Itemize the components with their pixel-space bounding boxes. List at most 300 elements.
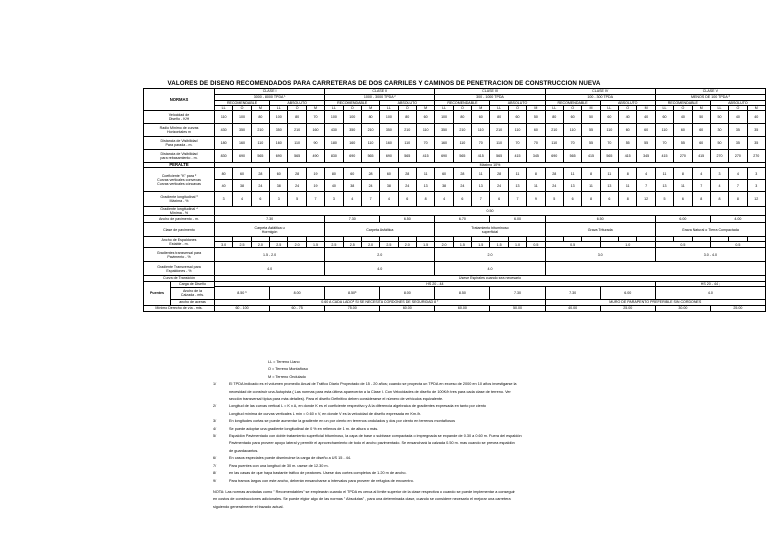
footnote-text: Para puentes con una longitud de 30 m. usese de 12.30 m. [229, 463, 329, 468]
value-cell: 110 [545, 137, 563, 150]
convex-value: 28 [288, 168, 306, 180]
final-note [213, 489, 768, 511]
footnote-text: en las casas de que haya bastante tráfico de peatones. Usese dos cortes completos de 1.20 m de ancho. [229, 471, 407, 476]
shoulder-width-value: 1.5 [306, 242, 324, 248]
pavement-class-value: Carpeta Asfáltica [325, 223, 435, 237]
acera-label: ancho de aceras [179, 300, 206, 305]
value-cell: 70 [563, 137, 581, 150]
terrain-code: M [361, 106, 379, 111]
table-row [144, 305, 766, 311]
value-cell: 210 [545, 124, 563, 137]
footnote-text: Se puede adoptar una gradiente longitudinal de 0 % en rellenos de 1 m. de altura o más. [229, 426, 379, 431]
value-cell: 690 [435, 150, 453, 163]
right-of-way-value: 40.00 [545, 305, 600, 311]
class-header: CLASE IV [545, 89, 655, 95]
concave-value: 24 [361, 180, 379, 192]
value-cell: 60 [637, 124, 655, 137]
footnote-marker: 5/ [213, 434, 217, 439]
convex-value: 28 [361, 168, 379, 180]
value-cell: 60 [527, 124, 545, 137]
footnotes [213, 359, 768, 511]
right-of-way-value: 25.00 [710, 305, 765, 311]
value-cell: 565 [600, 150, 618, 163]
value-cell: 830 [325, 150, 343, 163]
gradient-max-value: 5 [655, 192, 673, 207]
value-cell: 110 [416, 124, 434, 137]
convex-value: 60 [270, 168, 288, 180]
concave-value: 24 [453, 180, 471, 192]
value-cell: 80 [361, 111, 379, 124]
tpda-header: 300 - 1000 TPDA [435, 95, 545, 101]
value-cell: 60 [600, 111, 618, 124]
value-cell: 160 [380, 137, 398, 150]
terrain-code: LL [435, 106, 453, 111]
terrain-code: LL [655, 106, 673, 111]
value-cell: 565 [361, 150, 379, 163]
footnote-marker [213, 411, 229, 418]
concave-value: 40 [325, 180, 343, 192]
value-cell: 690 [343, 150, 361, 163]
value-cell: 80 [398, 111, 416, 124]
pavement-width-value: 6.70 [435, 216, 490, 223]
shoulder-width-value: 2.5 [270, 242, 288, 248]
gradient-max-value: 8 [729, 192, 747, 207]
gradient-max-value: 6 [251, 192, 269, 207]
value-cell: 40 [619, 111, 637, 124]
value-cell: 210 [490, 124, 508, 137]
terrain-code: LL [215, 106, 233, 111]
gradient-min-value: 0.50 [215, 207, 766, 216]
row-label: Distancia de Visibilidad Para parada - m. [144, 137, 215, 150]
footnote [213, 396, 768, 403]
terrain-code: M [582, 106, 600, 111]
gradient-max-value: 4 [233, 192, 251, 207]
convex-value: 80 [325, 168, 343, 180]
pavement-class-value: Grava Natural o Tierra Compactada [655, 223, 765, 237]
gradient-max-value: 5 [545, 192, 563, 207]
value-cell: 50 [692, 111, 710, 124]
concave-value: 4 [710, 180, 728, 192]
convex-value: 4 [729, 168, 747, 180]
pavement-slope-label: Gradientes transversal para Pavimento - % [144, 248, 215, 262]
value-cell: 690 [380, 150, 398, 163]
value-cell: 415 [508, 150, 526, 163]
value-cell: 690 [270, 150, 288, 163]
convex-value: 3 [710, 168, 728, 180]
tpda-header: 1000 - 3000 TPDA ² [325, 95, 435, 101]
value-cell: 345 [637, 150, 655, 163]
gradient-max-value: 6 [453, 192, 471, 207]
convex-value: 80 [215, 168, 233, 180]
value-cell: 60 [692, 137, 710, 150]
value-cell: 100 [270, 111, 288, 124]
value-cell: 350 [380, 124, 398, 137]
terrain-code: M [472, 106, 490, 111]
empty-cell [545, 262, 765, 276]
class-header: CLASE III [435, 89, 545, 95]
value-cell: 110 [453, 137, 471, 150]
class-header: CLASE II [325, 89, 435, 95]
roadway-width-value: 8.50⁶ [325, 287, 380, 299]
footnote-marker [213, 440, 229, 447]
concave-value: 19 [306, 180, 324, 192]
footnote-text: necesidad de construir una Autopista ( Las normas para esta última aparecerán a la Clase I. Con Velocidades de diseño de 100K/h tres para cada clase de terreno. Ver [229, 389, 511, 394]
roadway-width-value: 8.00 [380, 287, 435, 299]
table-row [144, 101, 766, 106]
convex-value: 28 [545, 168, 563, 180]
footnote [213, 381, 768, 388]
convex-value: 11 [416, 168, 434, 180]
value-cell: 430 [215, 124, 233, 137]
convex-value: 28 [251, 168, 269, 180]
shoulder-width-value: 3.0 [215, 242, 233, 248]
terrain-code: M [306, 106, 324, 111]
convex-value: 11 [600, 168, 618, 180]
value-cell: 50 [582, 111, 600, 124]
footnote-marker: 2/ [213, 404, 217, 409]
gradient-min-label: Gradiente longitudinal ⁴ Mínima - % [144, 207, 215, 216]
concave-value: 24 [251, 180, 269, 192]
value-cell: 270 [710, 150, 728, 163]
abbreviation: O = Terreno Montañoso [268, 367, 308, 372]
terrain-code: M [747, 106, 765, 111]
shoulder-width-label: Ancho de Espaldones Estable - m. [144, 237, 215, 248]
table-row [144, 207, 766, 216]
footnote-marker: 8/ [213, 471, 217, 476]
sidewalk-value: 0.60 A CADA LADO⁶ SI SE NECESITA CORDONES DE SEGURIDAD 8 ⁷ [215, 299, 546, 305]
value-cell: 430 [325, 124, 343, 137]
footnote-marker [213, 396, 229, 403]
terrain-code: M [692, 106, 710, 111]
right-of-way-label: Mínimo Derecho de vía - mts. [144, 305, 215, 311]
table-row [144, 216, 766, 223]
design-load-value: HS 20 - 44 [215, 281, 656, 287]
shoulder-width-value: 2.0 [435, 242, 453, 248]
table-row [144, 287, 766, 299]
footnote-text: Longitud de las curvas vertical L = K x A, en donde K es el coeficiente respectivo y A la diferencia algebraica de gradientes expresada en tanto por ciento [229, 404, 487, 409]
concave-value: 13 [655, 180, 673, 192]
value-cell: 100 [380, 111, 398, 124]
convex-value: 4 [637, 168, 655, 180]
final-note-line: NOTA: Las normas anotadas como " Recomendables" se emplearán cuando el TPDA es cerca al límite superior de la clase respectiva o cuando se puede implementar a conseguir [213, 489, 515, 494]
value-cell: 55 [674, 137, 692, 150]
footnote [213, 411, 768, 418]
concave-value: 3 [747, 180, 765, 192]
value-cell: 565 [563, 150, 581, 163]
value-cell: 40 [747, 111, 765, 124]
gradient-max-value: 7 [508, 192, 526, 207]
gradient-max-value: 9 [527, 192, 545, 207]
table-row [144, 137, 766, 150]
footnote-text: Para tramos largos con este ancho, deberán ensancharse a intervalos para proveer de refugios de encuentro. [229, 478, 414, 483]
value-cell: 160 [343, 137, 361, 150]
value-cell: 80 [251, 111, 269, 124]
value-cell: 210 [288, 124, 306, 137]
gradient-max-value: 6 [563, 192, 581, 207]
recommended-header: RECOMENDABLE [435, 101, 490, 106]
footnote-text: sección transversal típica para más detalles). Para el diseño Definitivo deben considerarse el número de vehículos equivalente. [229, 397, 444, 402]
value-cell: 350 [435, 124, 453, 137]
recommended-header: RECOMENDABLE [325, 101, 380, 106]
value-cell: 160 [306, 124, 324, 137]
roadway-width-value: 8.50 [435, 287, 490, 299]
footnote-marker: 6/ [213, 456, 217, 461]
concave-value: 38 [233, 180, 251, 192]
value-cell: 70 [472, 137, 490, 150]
value-cell: 100 [233, 111, 251, 124]
convex-value: 11 [563, 168, 581, 180]
transition-curve-value: Usese Espirales cuando sea necesario [215, 276, 766, 281]
absolute-header: ABSOLUTO [710, 101, 765, 106]
absolute-header: ABSOLUTO [270, 101, 325, 106]
shoulder-width-value: 2.0 [361, 242, 379, 248]
terrain-code: LL [600, 106, 618, 111]
pavement-width-value: 6.00 [490, 216, 545, 223]
k-coefficient-label: Coeficiente "K" para ² Curvas verticales convexas Curvas verticales cóncavas [144, 168, 215, 192]
value-cell: 270 [747, 150, 765, 163]
value-cell: 350 [270, 124, 288, 137]
value-cell: 350 [233, 124, 251, 137]
shoulder-width-value: 2.5 [233, 242, 251, 248]
value-cell: 110 [655, 124, 673, 137]
pavement-width-value: 6.50 [380, 216, 435, 223]
terrain-code: O [563, 106, 581, 111]
shoulder-width-value: 0.5 [527, 242, 545, 248]
right-of-way-value: 75.00 [325, 305, 380, 311]
shoulder-width-value: 2.5 [380, 242, 398, 248]
tpda-header: MENOS DE 100 TPDA ³ [655, 95, 765, 101]
shoulder-width-value: 0.5 [710, 242, 765, 248]
pavement-slope-value: 1.5 - 2.0 [215, 248, 325, 262]
row-label: Velocidad de Diseño - K/H [144, 111, 215, 124]
pavement-width-value: 7.30 [325, 216, 380, 223]
shoulder-slope-value: 4.0 [325, 262, 435, 276]
absolute-header: ABSOLUTO [600, 101, 655, 106]
footnote [213, 418, 768, 425]
value-cell: 110 [508, 124, 526, 137]
value-cell: 110 [398, 137, 416, 150]
value-cell: 60 [692, 124, 710, 137]
value-cell: 565 [398, 150, 416, 163]
value-cell: 35 [747, 124, 765, 137]
pavement-slope-value: 2.0 [325, 248, 435, 262]
roadway-width-value: 7.30 [545, 287, 600, 299]
peralte-value: Máximo 10% [215, 163, 766, 168]
terrain-code: LL [490, 106, 508, 111]
roadway-width-value: 8.50 ⁶ [215, 287, 270, 299]
value-cell: 80 [288, 111, 306, 124]
concave-value: 13 [563, 180, 581, 192]
concave-value: 7 [637, 180, 655, 192]
convex-value: 28 [398, 168, 416, 180]
gradient-max-value: 6 [398, 192, 416, 207]
table-row [144, 262, 766, 276]
bridges-label: Puentes [150, 291, 164, 296]
recommended-header: RECOMENDABLE [215, 101, 270, 106]
pavement-slope-value: 2.0 [435, 248, 545, 262]
roadway-width-value: 8.00 [270, 287, 325, 299]
gradient-max-value: 8 [692, 192, 710, 207]
footnote-marker: 4/ [213, 426, 217, 431]
concave-value: 11 [527, 180, 545, 192]
tpda-header: 100 - 300 TPDA [545, 95, 655, 101]
document-title: VALORES DE DISENO RECOMENDADOS PARA CARRETERAS DE DOS CARRILES Y CAMINOS DE PENETRACION DE CONSTRUCCION NUEVA [167, 80, 601, 87]
footnote [213, 440, 768, 447]
pavement-slope-value: 3.0 [545, 248, 655, 262]
footnote [213, 448, 768, 455]
value-cell: 565 [251, 150, 269, 163]
gradient-max-value: 3 [270, 192, 288, 207]
shoulder-slope-value: 4.0 [435, 262, 545, 276]
value-cell: 565 [288, 150, 306, 163]
value-cell: 690 [545, 150, 563, 163]
gradient-max-value: 8 [619, 192, 637, 207]
terrain-code: O [288, 106, 306, 111]
class-header: CLASE I [215, 89, 325, 95]
value-cell: 30 [710, 124, 728, 137]
concave-value: 24 [545, 180, 563, 192]
design-load-value: HS 20 - 44 ; [655, 281, 765, 287]
terrain-code: LL [710, 106, 728, 111]
absolute-header: ABSOLUTO [490, 101, 545, 106]
ancho-calzada-label: Ancho de la Calzada - mts. [171, 288, 214, 300]
footnote-text: En casos especiales puede disminuirse la carga de diseño a US 15 - 44. [229, 456, 351, 461]
footnote-text: Longitud mínima de curvas verticales L mín = 0.60 x V, en donde V es la velocidad de diseño expresada en Km./h. [229, 411, 422, 416]
concave-value: 38 [270, 180, 288, 192]
concave-value: 13 [416, 180, 434, 192]
value-cell: 160 [435, 137, 453, 150]
value-cell: 80 [453, 111, 471, 124]
footnote [213, 403, 768, 410]
value-cell: 90 [306, 137, 324, 150]
gradient-max-value: 12 [637, 192, 655, 207]
terrain-code: O [508, 106, 526, 111]
terrain-code: O [398, 106, 416, 111]
concave-value: 38 [343, 180, 361, 192]
value-cell: 100 [435, 111, 453, 124]
value-cell: 415 [619, 150, 637, 163]
roadway-width-value: 7.30 [490, 287, 545, 299]
value-cell: 55 [582, 137, 600, 150]
table-row [144, 150, 766, 163]
value-cell: 210 [361, 124, 379, 137]
convex-value: 19 [306, 168, 324, 180]
pavement-width-value: 7.30 [215, 216, 325, 223]
design-values-table [143, 88, 766, 312]
concave-value: 13 [508, 180, 526, 192]
value-cell: 100 [325, 111, 343, 124]
footnote [213, 478, 768, 485]
gradient-max-value: 8 [416, 192, 434, 207]
terrain-code: LL [545, 106, 563, 111]
value-cell: 50 [710, 137, 728, 150]
convex-value: 11 [508, 168, 526, 180]
footnote-text: Espaldón Pavimentado con doble tratamiento superficial bituminoso, la capa de base o subbase compactada o impregnada se expande de 0.30 a 0.60 m. Fuera del espaldón [229, 434, 522, 439]
recommended-header: RECOMENDABLE [655, 101, 710, 106]
value-cell: 60 [655, 111, 673, 124]
pavement-class-value: Tratamiento bituminoso superficial [435, 223, 545, 237]
value-cell: 565 [490, 150, 508, 163]
table-row [144, 111, 766, 124]
abbreviation: M = Terreno Ondulado [268, 374, 306, 379]
footnote-marker: 9/ [213, 478, 217, 483]
value-cell: 110 [251, 137, 269, 150]
concave-value: 24 [398, 180, 416, 192]
footnote [213, 426, 768, 433]
value-cell: 35 [729, 137, 747, 150]
gradient-max-value: 6 [674, 192, 692, 207]
shoulder-width-value: 1.0 [600, 242, 655, 248]
footnote-text: En longitudes cortas se puede aumentar la gradiente en un por ciento en terrenos ondulados y dos por ciento en terrenos montañosos [229, 419, 456, 424]
footnote [213, 389, 768, 396]
right-of-way-value: 25.00 [600, 305, 655, 311]
value-cell: 70 [600, 137, 618, 150]
terrain-code: O [343, 106, 361, 111]
footnote-text: de guardacantos. [229, 448, 259, 453]
gradient-max-value: 8 [710, 192, 728, 207]
table-row [144, 168, 766, 180]
value-cell: 270 [729, 150, 747, 163]
table-row [144, 223, 766, 237]
value-cell: 110 [563, 124, 581, 137]
value-cell: 415 [472, 150, 490, 163]
shoulder-width-value: 1.5 [472, 242, 490, 248]
row-label: Distancia de Visibilidad para rebasamiento - m. [144, 150, 215, 163]
table-row [144, 124, 766, 137]
value-cell: 565 [453, 150, 471, 163]
transition-curve-label: Curva de Transición [144, 276, 215, 281]
value-cell: 80 [490, 111, 508, 124]
convex-value: 28 [490, 168, 508, 180]
convex-value: 60 [435, 168, 453, 180]
value-cell: 40 [637, 111, 655, 124]
gradient-max-value: 8 [582, 192, 600, 207]
value-cell: 60 [472, 111, 490, 124]
value-cell: 60 [508, 111, 526, 124]
convex-value: 3 [747, 168, 765, 180]
gradient-max-value: 6 [490, 192, 508, 207]
gradient-max-value: 4 [380, 192, 398, 207]
convex-value: 28 [453, 168, 471, 180]
value-cell: 110 [215, 111, 233, 124]
footnote-marker: 3/ [213, 419, 217, 424]
value-cell: 35 [747, 137, 765, 150]
footnote-text: El TPDA indicado es el volumen promedio Anual de Tráfico Diario Proyectado de 15 - 20 años; cuando se proyecta un TPDA en exceso de 2000 en 10 años investigarse la [229, 382, 517, 387]
value-cell: 80 [545, 111, 563, 124]
final-note-line: siguiendo generalmente el trazado actual. [213, 504, 284, 509]
convex-value: 60 [380, 168, 398, 180]
bridges-block [144, 281, 215, 305]
value-cell: 110 [361, 137, 379, 150]
table-row [144, 180, 766, 192]
value-cell: 830 [215, 150, 233, 163]
carga-label: Carga de Diseño [171, 282, 214, 288]
value-cell: 40 [729, 111, 747, 124]
terrain-code: M [637, 106, 655, 111]
value-cell: 60 [674, 124, 692, 137]
terrain-code: LL [270, 106, 288, 111]
gradient-max-value: 6 [600, 192, 618, 207]
terrain-code: M [527, 106, 545, 111]
value-cell: 70 [527, 137, 545, 150]
right-of-way-value: 60.00 [435, 305, 490, 311]
value-cell: 55 [582, 124, 600, 137]
concave-value: 24 [490, 180, 508, 192]
gradient-max-value: 12 [747, 192, 765, 207]
shoulder-width-value: 1.5 [453, 242, 471, 248]
terrain-code: O [729, 106, 747, 111]
gradient-max-value: 3 [215, 192, 233, 207]
